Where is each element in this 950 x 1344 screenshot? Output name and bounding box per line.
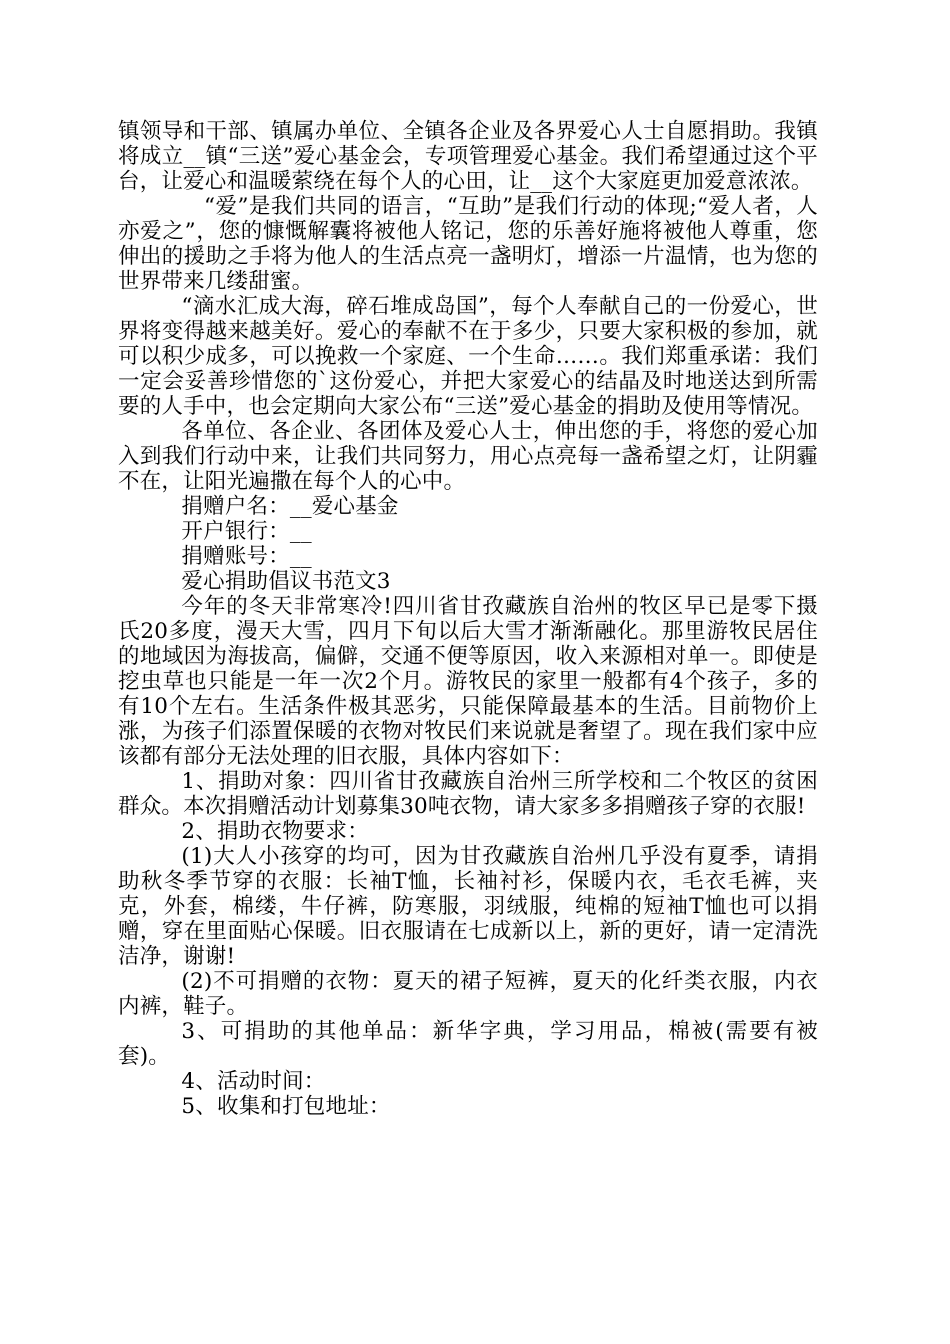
section-title: 爱心捐助倡议书范文3 <box>181 569 391 594</box>
list-item: 1、捐助对象：四川省甘孜藏族自治州三所学校和二个牧区的贫困群众。本次捐赠活动计划募集30吨衣物，请大家多多捐赠孩子穿的衣服! <box>118 769 818 819</box>
paragraph: 镇领导和干部、镇属办单位、全镇各企业及各界爱心人士自愿捐助。我镇将成立__镇“三送”爱心基金会，专项管理爱心基金。我们希望通过这个平台，让爱心和温暖萦绕在每个人的心田，让__这个大家庭更加爱意浓浓。 <box>118 119 818 194</box>
paragraph: “爱”是我们共同的语言，“互助”是我们行动的体现;“爱人者，人亦爱之”，您的慷慨解囊将被他人铭记，您的乐善好施将被他人尊重，您伸出的援助之手将为他人的生活点亮一盏明灯，增添一片温情，也为您的世界带来几缕甜蜜。 <box>118 194 818 294</box>
paragraph: “滴水汇成大海，碎石堆成岛国”，每个人奉献自己的一份爱心，世界将变得越来越美好。爱心的奉献不在于多少，只要大家积极的参加，就可以积少成多，可以挽救一个家庭、一个生命……。我们郑重承诺：我们一定会妥善珍惜您的`这份爱心，并把大家爱心的结晶及时地送达到所需要的人手中，也会定期向大家公布“三送”爱心基金的捐助及使用等情况。 <box>118 294 818 419</box>
donation-account-number: 捐赠账号：__ <box>181 544 312 569</box>
list-subitem: (2)不可捐赠的衣物：夏天的裙子短裤，夏天的化纤类衣服，内衣内裤，鞋子。 <box>118 969 818 1019</box>
list-item: 2、捐助衣物要求： <box>181 819 369 844</box>
donation-bank: 开户银行：__ <box>181 519 312 544</box>
paragraph: 各单位、各企业、各团体及爱心人士，伸出您的手，将您的爱心加入到我们行动中来，让我们共同努力，用心点亮每一盏希望之灯，让阴霾不在，让阳光遍撒在每个人的心中。 <box>118 419 818 494</box>
list-subitem: (1)大人小孩穿的均可，因为甘孜藏族自治州几乎没有夏季，请捐助秋冬季节穿的衣服：长袖T恤，长袖衬衫，保暖内衣，毛衣毛裤，夹克，外套，棉缕，牛仔裤，防寒服，羽绒服，纯棉的短袖T恤也可以捐赠，穿在里面贴心保暖。旧衣服请在七成新以上，新的更好，请一定清洗洁净，谢谢! <box>118 844 818 969</box>
list-item: 3、可捐助的其他单品：新华字典，学习用品，棉被(需要有被套)。 <box>118 1019 818 1069</box>
list-item: 4、活动时间： <box>181 1069 326 1094</box>
document-body <box>118 119 818 1119</box>
paragraph: 今年的冬天非常寒冷!四川省甘孜藏族自治州的牧区早已是零下摄氏20多度，漫天大雪，四月下旬以后大雪才渐渐融化。那里游牧民居住的地域因为海拔高，偏僻，交通不便等原因，收入来源相对单一。即使是挖虫草也只能是一年一次2个月。游牧民的家里一般都有4个孩子，多的有10个左右。生活条件极其恶劣，只能保障最基本的生活。目前物价上涨，为孩子们添置保暖的衣物对牧民们来说就是奢望了。现在我们家中应该都有部分无法处理的旧衣服，具体内容如下： <box>118 594 818 769</box>
list-item: 5、收集和打包地址： <box>181 1094 391 1119</box>
donation-account-name: 捐赠户名：__爱心基金 <box>181 494 399 519</box>
